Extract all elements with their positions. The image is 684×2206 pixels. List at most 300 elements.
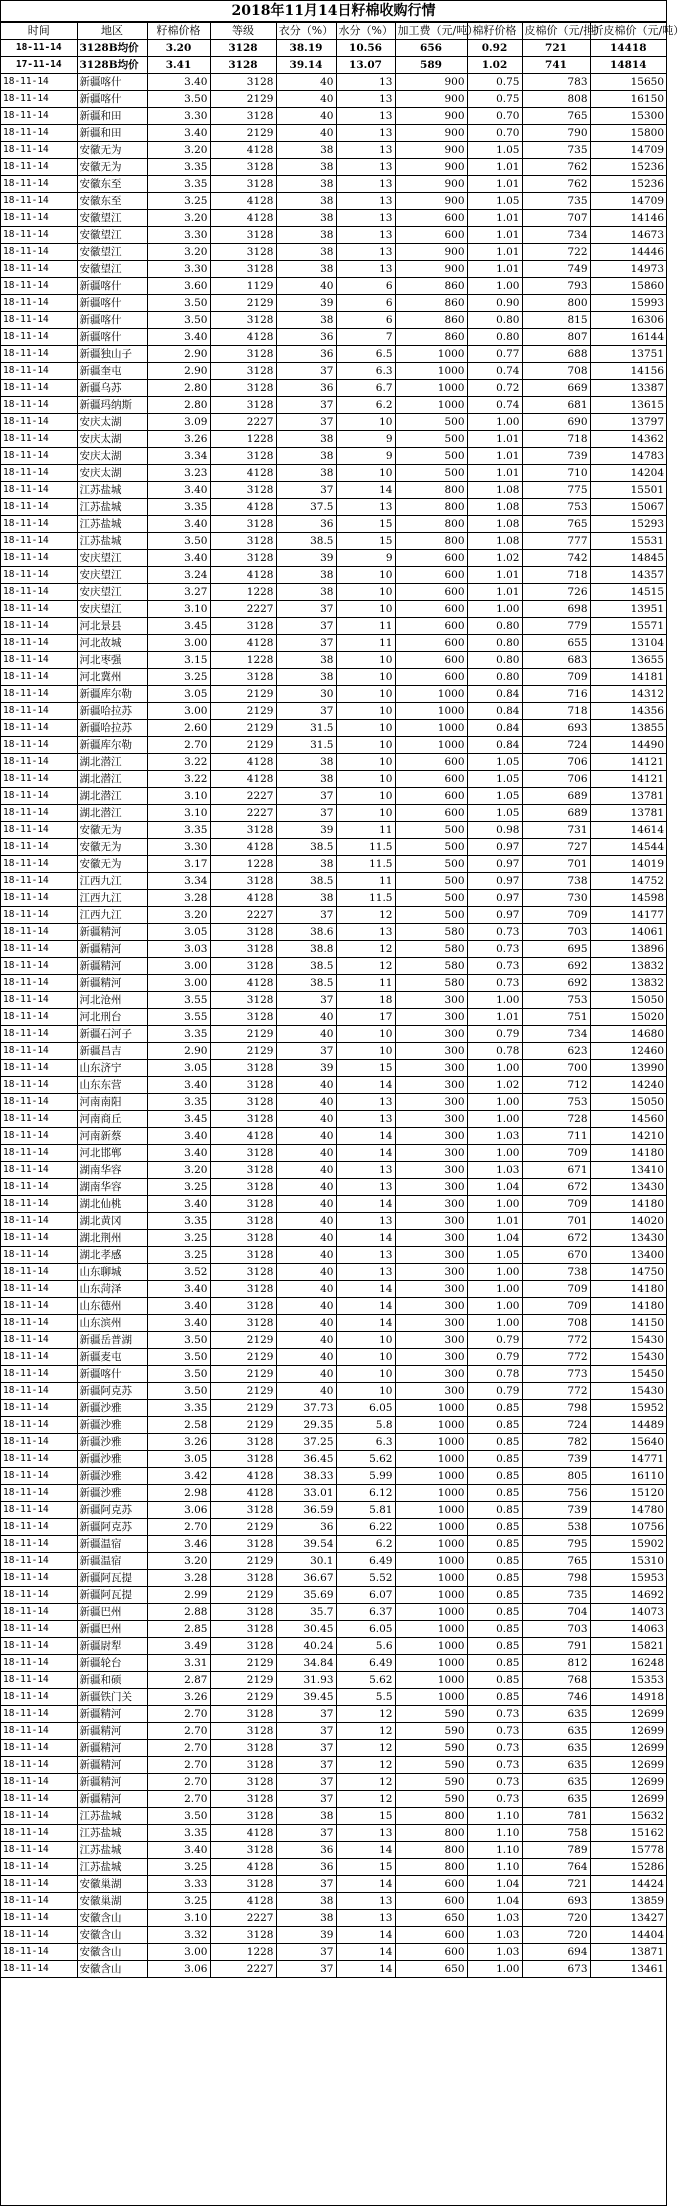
cell-seed-cotton-price: 3.28 [147,890,210,907]
cell-lint-price-dan: 718 [522,567,590,584]
table-row [1,941,666,958]
cell-lint-price-dan: 805 [522,1468,590,1485]
table-row [1,601,666,618]
cell-lint-price-ton: 12699 [590,1723,666,1740]
cell-lint-yield: 40 [276,278,336,295]
cell-moisture: 13 [336,193,395,210]
cell-time: 18-11-14 [1,737,77,754]
cell-time: 18-11-14 [1,822,77,839]
cell-grade: 3128 [210,1315,276,1332]
cell-processing-fee: 1000 [395,1519,467,1536]
cell-moisture: 13 [336,210,395,227]
cell-grade: 3128 [210,1009,276,1026]
cell-seed-cotton-price: 3.05 [147,1060,210,1077]
cell-time: 18-11-14 [1,1791,77,1808]
cell-moisture: 7 [336,329,395,346]
cell-grade: 4128 [210,1893,276,1910]
cell-lint-price-ton: 15902 [590,1536,666,1553]
cell-lint-price-dan: 727 [522,839,590,856]
cell-lint-yield: 40 [276,1009,336,1026]
cell-time: 18-11-14 [1,1621,77,1638]
cell-lint-price-dan: 673 [522,1961,590,1978]
cell-lint-yield: 40 [276,1315,336,1332]
cell-region: 山东济宁 [77,1060,147,1077]
cell-lint-price-dan: 635 [522,1723,590,1740]
cell-time: 18-11-14 [1,924,77,941]
cell-processing-fee: 1000 [395,397,467,414]
cell-lint-yield: 31.5 [276,737,336,754]
cell-region: 新疆沙雅 [77,1417,147,1434]
cell-grade: 3128 [210,1434,276,1451]
table-row [1,1349,666,1366]
cell-lint-yield: 39.14 [276,57,336,74]
table-row [1,1043,666,1060]
cell-grade: 3128 [210,669,276,686]
cell-seed-cotton-price: 2.70 [147,737,210,754]
cell-grade: 4128 [210,210,276,227]
cell-lint-yield: 37 [276,1825,336,1842]
col-header-processing-fee: 加工费（元/吨） [395,23,467,40]
cell-cottonseed-price: 1.05 [467,754,522,771]
col-header-grade: 等级 [210,23,276,40]
table-row [1,550,666,567]
cell-processing-fee: 1000 [395,1451,467,1468]
cell-region: 安庆太湖 [77,414,147,431]
cell-lint-price-ton: 16110 [590,1468,666,1485]
cell-seed-cotton-price: 2.80 [147,380,210,397]
cell-time: 18-11-14 [1,278,77,295]
table-row [1,1587,666,1604]
cell-moisture: 13 [336,176,395,193]
cell-region: 山东东营 [77,1077,147,1094]
cell-lint-price-ton: 14357 [590,567,666,584]
cell-lint-price-dan: 793 [522,278,590,295]
cell-lint-yield: 38 [276,567,336,584]
cell-processing-fee: 800 [395,499,467,516]
cell-seed-cotton-price: 2.90 [147,1043,210,1060]
cell-moisture: 10 [336,584,395,601]
cell-processing-fee: 1000 [395,1689,467,1706]
cell-cottonseed-price: 0.85 [467,1672,522,1689]
cell-seed-cotton-price: 3.50 [147,91,210,108]
cell-lint-yield: 38 [276,669,336,686]
cell-lint-yield: 40 [276,91,336,108]
cell-lint-price-ton: 16306 [590,312,666,329]
cell-moisture: 13 [336,1213,395,1230]
cell-lint-price-dan: 703 [522,1621,590,1638]
cell-time: 18-11-14 [1,992,77,1009]
cell-seed-cotton-price: 3.22 [147,771,210,788]
cell-lint-yield: 40 [276,1026,336,1043]
cell-seed-cotton-price: 3.40 [147,1315,210,1332]
cell-moisture: 5.8 [336,1417,395,1434]
cell-processing-fee: 900 [395,125,467,142]
cell-grade: 4128 [210,975,276,992]
cell-moisture: 10 [336,805,395,822]
cell-lint-yield: 37.25 [276,1434,336,1451]
table-row [1,1519,666,1536]
cell-region: 湖北潜江 [77,788,147,805]
cell-lint-price-dan: 700 [522,1060,590,1077]
cell-lint-price-ton: 13430 [590,1230,666,1247]
cell-cottonseed-price: 0.79 [467,1026,522,1043]
cell-region: 新疆库尔勒 [77,686,147,703]
cell-region: 安徽无为 [77,159,147,176]
col-header-time: 时间 [1,23,77,40]
cell-lint-yield: 39 [276,550,336,567]
cell-grade: 2227 [210,788,276,805]
cell-processing-fee: 300 [395,1349,467,1366]
cell-seed-cotton-price: 3.35 [147,1213,210,1230]
cell-moisture: 10 [336,1366,395,1383]
table-row [1,907,666,924]
cell-lint-price-ton: 13832 [590,975,666,992]
cell-processing-fee: 1000 [395,1638,467,1655]
table-row [1,1910,666,1927]
table-row [1,720,666,737]
cell-lint-price-dan: 701 [522,856,590,873]
cell-cottonseed-price: 1.05 [467,805,522,822]
cell-lint-price-ton: 14709 [590,193,666,210]
cell-lint-yield: 40 [276,1366,336,1383]
cell-seed-cotton-price: 3.26 [147,1434,210,1451]
cell-processing-fee: 1000 [395,1417,467,1434]
cell-region: 山东德州 [77,1298,147,1315]
cell-time: 18-11-14 [1,1145,77,1162]
cell-processing-fee: 600 [395,754,467,771]
cell-time: 18-11-14 [1,1434,77,1451]
cell-region: 江西九江 [77,890,147,907]
cell-cottonseed-price: 1.03 [467,1162,522,1179]
cell-seed-cotton-price: 3.10 [147,788,210,805]
table-row [1,873,666,890]
cell-processing-fee: 300 [395,1128,467,1145]
cell-lint-price-ton: 15236 [590,176,666,193]
cell-lint-price-ton: 12699 [590,1706,666,1723]
cell-time: 18-11-14 [1,1162,77,1179]
cell-moisture: 6.07 [336,1587,395,1604]
cell-moisture: 14 [336,1315,395,1332]
cell-time: 18-11-14 [1,1298,77,1315]
cell-moisture: 13 [336,261,395,278]
cell-time: 18-11-14 [1,40,77,57]
cell-grade: 1228 [210,1944,276,1961]
cell-lint-price-dan: 718 [522,431,590,448]
cell-cottonseed-price: 1.01 [467,210,522,227]
table-row [1,805,666,822]
cell-moisture: 14 [336,1281,395,1298]
cell-seed-cotton-price: 3.40 [147,1128,210,1145]
cell-lint-price-dan: 753 [522,499,590,516]
cell-processing-fee: 900 [395,244,467,261]
cell-lint-price-ton: 14418 [590,40,666,57]
table-row [1,91,666,108]
cell-moisture: 13 [336,91,395,108]
cell-cottonseed-price: 1.00 [467,992,522,1009]
table-row [1,1553,666,1570]
cell-lint-price-ton: 15293 [590,516,666,533]
header-row [1,23,666,40]
cell-lint-yield: 37 [276,414,336,431]
cell-lint-price-ton: 14771 [590,1451,666,1468]
cell-lint-price-dan: 726 [522,584,590,601]
cell-seed-cotton-price: 3.35 [147,499,210,516]
cell-grade: 2129 [210,1519,276,1536]
cell-moisture: 6.05 [336,1621,395,1638]
cell-time: 18-11-14 [1,91,77,108]
cell-lint-yield: 36.59 [276,1502,336,1519]
cell-region: 新疆奎屯 [77,363,147,380]
cell-processing-fee: 500 [395,839,467,856]
table-row [1,1434,666,1451]
cell-region: 湖北潜江 [77,754,147,771]
cell-lint-price-dan: 693 [522,720,590,737]
cell-region: 安徽含山 [77,1927,147,1944]
cell-region: 新疆精河 [77,1791,147,1808]
cell-seed-cotton-price: 3.50 [147,1383,210,1400]
cell-lint-price-ton: 14709 [590,142,666,159]
cell-time: 18-11-14 [1,1383,77,1400]
cell-grade: 3128 [210,1094,276,1111]
cell-lint-yield: 37 [276,788,336,805]
cell-moisture: 10 [336,737,395,754]
cell-lint-yield: 38 [276,1808,336,1825]
cell-processing-fee: 500 [395,431,467,448]
cell-grade: 3128 [210,1213,276,1230]
cell-moisture: 13 [336,1162,395,1179]
cell-lint-price-ton: 14180 [590,1298,666,1315]
cell-cottonseed-price: 1.00 [467,414,522,431]
table-row [1,278,666,295]
cell-lint-price-dan: 671 [522,1162,590,1179]
cell-moisture: 13 [336,1111,395,1128]
cell-moisture: 14 [336,1961,395,1978]
cell-time: 18-11-14 [1,1689,77,1706]
cell-grade: 1228 [210,431,276,448]
cell-processing-fee: 1000 [395,1502,467,1519]
cell-region: 新疆阿瓦提 [77,1570,147,1587]
cell-time: 18-11-14 [1,261,77,278]
summary-row [1,40,666,57]
table-row [1,737,666,754]
cell-processing-fee: 500 [395,856,467,873]
cell-lint-price-dan: 782 [522,1434,590,1451]
cell-cottonseed-price: 0.90 [467,295,522,312]
cell-seed-cotton-price: 3.35 [147,822,210,839]
cell-lint-yield: 39 [276,1927,336,1944]
cell-lint-price-dan: 765 [522,516,590,533]
cell-time: 18-11-14 [1,125,77,142]
table-row [1,1604,666,1621]
table-row [1,1264,666,1281]
cell-region: 新疆铁门关 [77,1689,147,1706]
cell-lint-yield: 40 [276,1077,336,1094]
cell-region: 河北邯郸 [77,1145,147,1162]
cell-moisture: 6.2 [336,397,395,414]
cell-lint-yield: 38 [276,312,336,329]
cell-processing-fee: 900 [395,176,467,193]
cell-grade: 3128 [210,74,276,91]
cell-cottonseed-price: 1.04 [467,1179,522,1196]
cell-grade: 2129 [210,1553,276,1570]
cell-lint-price-ton: 13832 [590,958,666,975]
cell-lint-yield: 36.45 [276,1451,336,1468]
table-row [1,227,666,244]
cell-cottonseed-price: 0.73 [467,975,522,992]
cell-lint-yield: 37 [276,1740,336,1757]
cell-time: 18-11-14 [1,346,77,363]
cell-processing-fee: 300 [395,1009,467,1026]
cell-cottonseed-price: 0.78 [467,1366,522,1383]
cell-seed-cotton-price: 2.70 [147,1706,210,1723]
cell-time: 18-11-14 [1,193,77,210]
cell-lint-yield: 38 [276,652,336,669]
cell-lint-yield: 38.5 [276,958,336,975]
cell-processing-fee: 1000 [395,1587,467,1604]
cell-time: 18-11-14 [1,720,77,737]
cell-time: 18-11-14 [1,941,77,958]
cell-processing-fee: 1000 [395,1434,467,1451]
cell-region: 安庆望江 [77,601,147,618]
cell-region: 江苏盐城 [77,533,147,550]
cell-lint-price-dan: 798 [522,1570,590,1587]
cell-grade: 2129 [210,703,276,720]
cell-moisture: 10 [336,1349,395,1366]
cell-cottonseed-price: 0.73 [467,958,522,975]
table-row [1,1757,666,1774]
cell-lint-price-dan: 779 [522,618,590,635]
cell-cottonseed-price: 0.80 [467,329,522,346]
cell-seed-cotton-price: 3.30 [147,227,210,244]
cell-lint-price-ton: 13751 [590,346,666,363]
cell-grade: 3128 [210,1791,276,1808]
cell-lint-price-dan: 709 [522,1196,590,1213]
cell-moisture: 13 [336,924,395,941]
cell-moisture: 5.62 [336,1451,395,1468]
cell-seed-cotton-price: 2.98 [147,1485,210,1502]
cell-lint-price-ton: 15120 [590,1485,666,1502]
table-row [1,74,666,91]
cell-cottonseed-price: 0.80 [467,635,522,652]
cell-lint-price-ton: 14446 [590,244,666,261]
cell-lint-yield: 31.5 [276,720,336,737]
cell-cottonseed-price: 1.02 [467,1077,522,1094]
cell-time: 18-11-14 [1,703,77,720]
cell-seed-cotton-price: 3.40 [147,125,210,142]
cell-seed-cotton-price: 3.40 [147,1842,210,1859]
cell-lint-price-dan: 735 [522,142,590,159]
cell-time: 18-11-14 [1,1213,77,1230]
cell-lint-price-ton: 15236 [590,159,666,176]
cell-time: 18-11-14 [1,1043,77,1060]
cell-processing-fee: 860 [395,312,467,329]
cell-seed-cotton-price: 3.42 [147,1468,210,1485]
cell-lint-price-ton: 14750 [590,1264,666,1281]
cell-moisture: 10 [336,414,395,431]
cell-processing-fee: 860 [395,278,467,295]
cell-lint-yield: 40 [276,1094,336,1111]
cell-lint-price-ton: 13951 [590,601,666,618]
cell-lint-price-dan: 706 [522,771,590,788]
cell-time: 18-11-14 [1,1859,77,1876]
cell-lint-price-ton: 15050 [590,1094,666,1111]
cell-region: 安徽无为 [77,856,147,873]
cell-time: 18-11-14 [1,1247,77,1264]
cell-seed-cotton-price: 3.60 [147,278,210,295]
cell-grade: 2129 [210,720,276,737]
cell-moisture: 10 [336,754,395,771]
cell-moisture: 5.81 [336,1502,395,1519]
cell-region: 新疆库尔勒 [77,737,147,754]
cell-moisture: 15 [336,1060,395,1077]
cell-region: 安庆望江 [77,584,147,601]
cell-grade: 1228 [210,584,276,601]
table-row [1,1689,666,1706]
cell-lint-yield: 30.45 [276,1621,336,1638]
cell-time: 18-11-14 [1,1349,77,1366]
cell-lint-price-ton: 15778 [590,1842,666,1859]
cell-cottonseed-price: 0.85 [467,1434,522,1451]
cell-seed-cotton-price: 3.05 [147,1451,210,1468]
cell-lint-price-ton: 14180 [590,1281,666,1298]
cell-lint-price-ton: 14156 [590,363,666,380]
table-row [1,839,666,856]
cell-grade: 2227 [210,601,276,618]
cell-processing-fee: 300 [395,1196,467,1213]
cell-moisture: 14 [336,1876,395,1893]
cell-processing-fee: 656 [395,40,467,57]
cell-seed-cotton-price: 3.20 [147,210,210,227]
cell-region: 新疆哈拉苏 [77,703,147,720]
cell-lint-price-dan: 724 [522,737,590,754]
cell-time: 18-11-14 [1,1893,77,1910]
cell-moisture: 17 [336,1009,395,1026]
cell-moisture: 11 [336,975,395,992]
cell-cottonseed-price: 1.00 [467,1281,522,1298]
cell-time: 18-11-14 [1,1417,77,1434]
cell-lint-price-dan: 720 [522,1910,590,1927]
cell-seed-cotton-price: 3.46 [147,1536,210,1553]
cell-grade: 3128 [210,227,276,244]
table-row [1,125,666,142]
cell-processing-fee: 600 [395,1944,467,1961]
cell-grade: 3128 [210,1264,276,1281]
cell-cottonseed-price: 0.85 [467,1655,522,1672]
cell-grade: 2227 [210,414,276,431]
cell-lint-price-ton: 12699 [590,1757,666,1774]
cell-processing-fee: 300 [395,1094,467,1111]
cell-region: 新疆阿克苏 [77,1519,147,1536]
cell-seed-cotton-price: 3.17 [147,856,210,873]
cell-processing-fee: 500 [395,907,467,924]
cell-region: 山东滨州 [77,1315,147,1332]
table-row [1,1808,666,1825]
cell-time: 18-11-14 [1,907,77,924]
cell-moisture: 11.5 [336,856,395,873]
cell-grade: 3128 [210,261,276,278]
cell-time: 18-11-14 [1,1774,77,1791]
cell-cottonseed-price: 0.74 [467,397,522,414]
cell-moisture: 14 [336,1927,395,1944]
cell-cottonseed-price: 1.00 [467,1060,522,1077]
cell-region: 新疆尉犁 [77,1638,147,1655]
cell-processing-fee: 300 [395,1043,467,1060]
cell-time: 18-11-14 [1,1502,77,1519]
col-header-lint-yield: 衣分（%） [276,23,336,40]
cell-region: 新疆精河 [77,958,147,975]
cell-time: 18-11-14 [1,1570,77,1587]
cell-lint-price-dan: 751 [522,1009,590,1026]
